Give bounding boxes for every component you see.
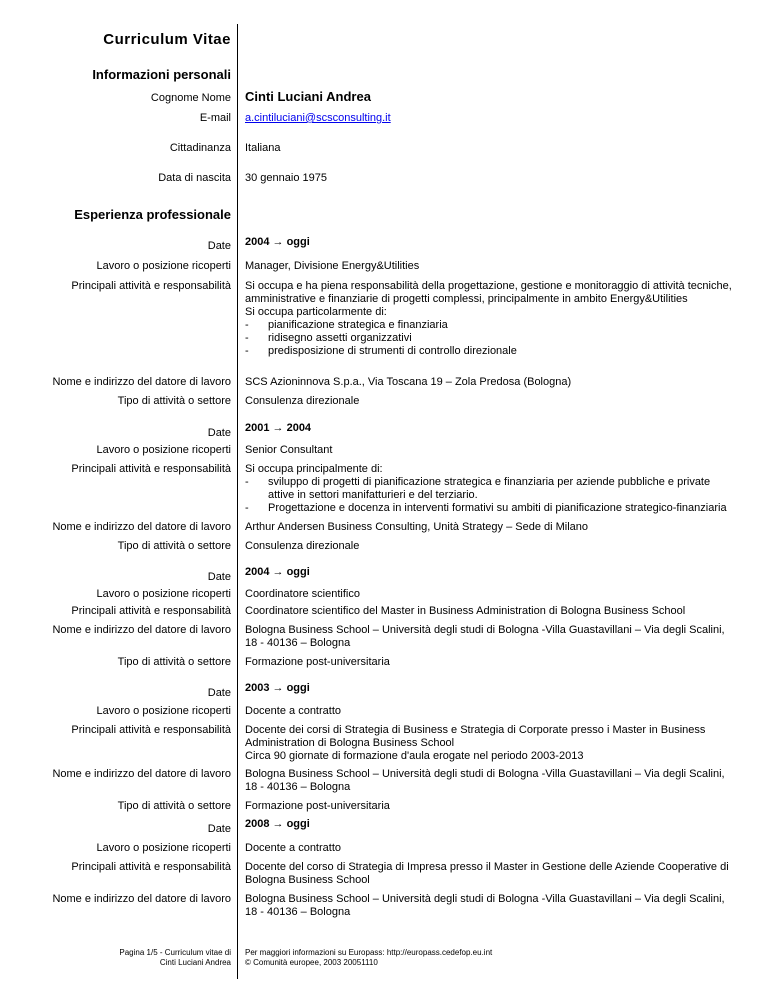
date-label: Date	[207, 823, 231, 835]
page-footer-left	[119, 948, 231, 968]
job-position: Coordinatore scientifico	[245, 588, 360, 600]
job-activities	[245, 724, 735, 763]
list-item: - sviluppo di progetti di pianificazione strategica e finanziaria per aziende pubbliche e private attive in settori manifatturieri e del terziario.	[245, 476, 711, 501]
footer-europass-info: Per maggiori informazioni su Europass: http://europass.cedefop.eu.int	[245, 948, 493, 957]
job-position: Senior Consultant	[245, 444, 333, 456]
job-position: Manager, Divisione Energy&Utilities	[245, 260, 420, 272]
job-employer: Bologna Business School – Università degli studi di Bologna -Villa Guastavillani – Via degli Scalini, 18 - 40136 – Bologna	[245, 768, 725, 793]
page-footer-right	[245, 948, 492, 968]
job-position: Docente a contratto	[245, 842, 342, 854]
activities-text: Si occupa principalmente di:	[245, 463, 383, 475]
job-employer: SCS Azioninnova S.p.a., Via Toscana 19 – Zola Predosa (Bologna)	[245, 376, 572, 388]
job-activities	[245, 280, 735, 358]
job-employer: Arthur Andersen Business Consulting, Unità Strategy – Sede di Milano	[245, 521, 589, 533]
job-sector: Formazione post-universitaria	[245, 800, 390, 812]
job-sector: Consulenza direzionale	[245, 540, 360, 552]
employer-label: Nome e indirizzo del datore di lavoro	[52, 893, 231, 905]
job-activities: Coordinatore scientifico del Master in Business Administration di Bologna Business School	[245, 605, 686, 617]
activities-label: Principali attività e responsabilità	[71, 724, 231, 736]
position-label: Lavoro o posizione ricoperti	[96, 588, 231, 600]
activities-text: Docente dei corsi di Strategia di Business e Strategia di Corporate presso i Master in Business Administration di Bologna Business School	[245, 724, 706, 749]
job-sector: Consulenza direzionale	[245, 395, 360, 407]
sector-label: Tipo di attività o settore	[117, 395, 231, 407]
position-label: Lavoro o posizione ricoperti	[96, 705, 231, 717]
list-item: - pianificazione strategica e finanziaria	[245, 319, 448, 331]
date-label: Date	[207, 571, 231, 583]
page-number: Pagina 1/5 - Curriculum vitae di	[119, 948, 231, 957]
job-date: 2003 → oggi	[245, 682, 310, 694]
job-date: 2008 → oggi	[245, 818, 310, 830]
date-label: Date	[207, 240, 231, 252]
job-activities	[245, 463, 735, 515]
section-heading-personal: Informazioni personali	[92, 67, 231, 82]
citizenship-label: Cittadinanza	[169, 142, 231, 154]
employer-label: Nome e indirizzo del datore di lavoro	[52, 768, 231, 780]
employer-label: Nome e indirizzo del datore di lavoro	[52, 624, 231, 636]
position-label: Lavoro o posizione ricoperti	[96, 260, 231, 272]
list-item: - predisposizione di strumenti di controllo direzionale	[245, 345, 517, 357]
activities-label: Principali attività e responsabilità	[71, 280, 231, 292]
job-date: 2001 → 2004	[245, 422, 312, 434]
email-label: E-mail	[199, 112, 231, 124]
full-name: Cinti Luciani Andrea	[245, 89, 371, 104]
job-activities: Docente del corso di Strategia di Impresa presso il Master in Gestione delle Aziende Cooperative di Bologna Business School	[245, 861, 729, 886]
activities-label: Principali attività e responsabilità	[71, 861, 231, 873]
job-employer: Bologna Business School – Università degli studi di Bologna -Villa Guastavillani – Via degli Scalini, 18 - 40136 – Bologna	[245, 893, 725, 918]
list-item: - ridisegno assetti organizzativi	[245, 332, 412, 344]
birth-value: 30 gennaio 1975	[245, 172, 327, 184]
name-label: Cognome Nome	[150, 92, 231, 104]
section-heading-experience: Esperienza professionale	[74, 207, 231, 222]
date-label: Date	[207, 427, 231, 439]
birth-label: Data di nascita	[158, 172, 231, 184]
activities-label: Principali attività e responsabilità	[71, 463, 231, 475]
job-sector: Formazione post-universitaria	[245, 656, 390, 668]
activities-text: Circa 90 giornate di formazione d'aula erogate nel periodo 2003-2013	[245, 750, 584, 762]
employer-label: Nome e indirizzo del datore di lavoro	[52, 376, 231, 388]
activities-text: Si occupa e ha piena responsabilità della progettazione, gestione e monitoraggio di attività tecniche, amministrative e finanziarie di progetti complessi, principalmente in ambito Energy&Utilities	[245, 280, 732, 305]
email-link[interactable]: a.cintiluciani@scsconsulting.it	[245, 112, 391, 124]
job-position: Docente a contratto	[245, 705, 342, 717]
footer-copyright: © Comunità europee, 2003 20051110	[245, 958, 378, 967]
sector-label: Tipo di attività o settore	[117, 540, 231, 552]
sector-label: Tipo di attività o settore	[117, 800, 231, 812]
activities-text: Si occupa particolarmente di:	[245, 306, 387, 318]
footer-author: Cinti Luciani Andrea	[159, 958, 231, 967]
employer-label: Nome e indirizzo del datore di lavoro	[52, 521, 231, 533]
job-date: 2004 → oggi	[245, 236, 310, 248]
position-label: Lavoro o posizione ricoperti	[96, 444, 231, 456]
date-label: Date	[207, 687, 231, 699]
job-employer: Bologna Business School – Università degli studi di Bologna -Villa Guastavillani – Via degli Scalini, 18 - 40136 – Bologna	[245, 624, 725, 649]
activities-label: Principali attività e responsabilità	[71, 605, 231, 617]
page-title: Curriculum Vitae	[103, 31, 231, 48]
job-date: 2004 → oggi	[245, 566, 310, 578]
sector-label: Tipo di attività o settore	[117, 656, 231, 668]
column-divider	[237, 24, 238, 979]
citizenship-value: Italiana	[245, 142, 281, 154]
position-label: Lavoro o posizione ricoperti	[96, 842, 231, 854]
list-item: - Progettazione e docenza in interventi formativi su ambiti di pianificazione strategico-finanziaria	[245, 502, 727, 514]
